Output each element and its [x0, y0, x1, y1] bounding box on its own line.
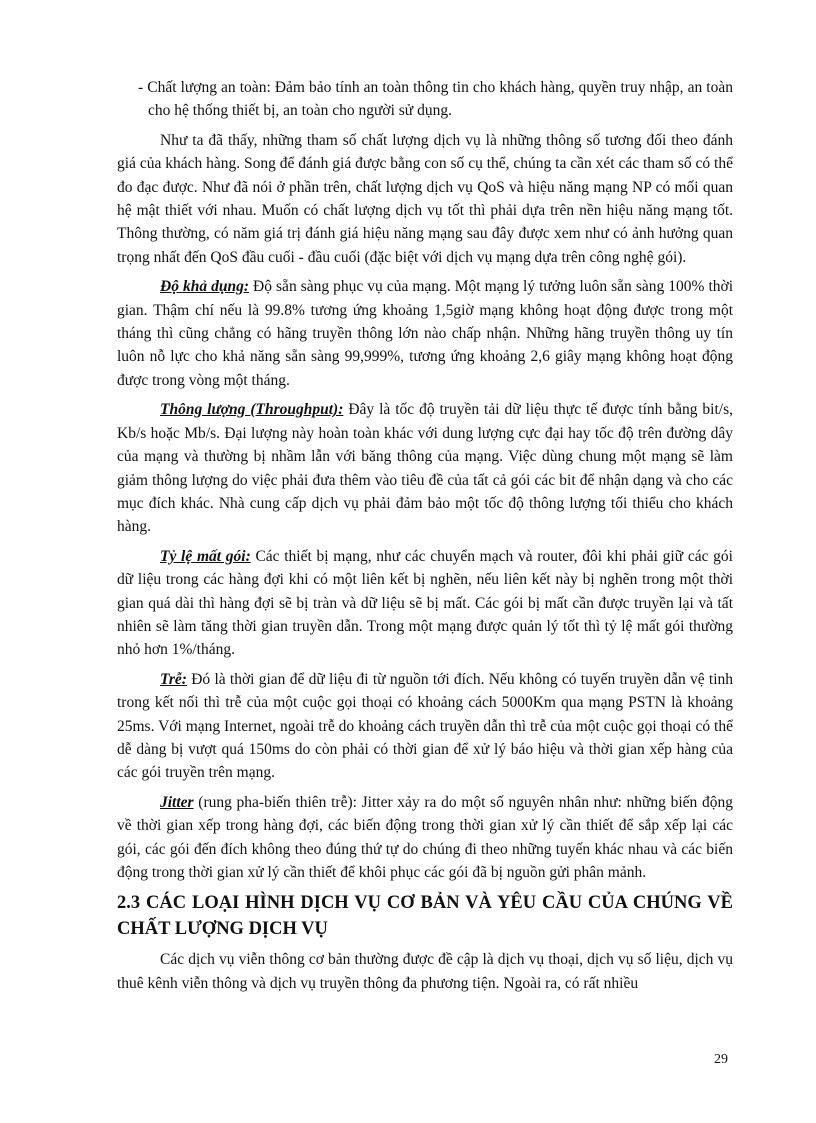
intro-paragraph: Như ta đã thấy, những tham số chất lượng dịch vụ là những thông số tương đối theo đánh giá của khách hàng. Song để đánh giá được bằng con số cụ thể, chúng ta cần xét các tham số có thể đo đạc được. Như đã nói ở phần trên, chất lượng dịch vụ QoS và hiệu năng mạng NP có mối quan hệ mật thiết với nhau. Muốn có chất lượng dịch vụ tốt thì phải dựa trên nền hiệu năng mạng tốt. Thông thường, có năm giá trị đánh giá hiệu năng mạng sau đây được xem như có ảnh hưởng quan trọng nhất đến QoS đầu cuối - đầu cuối (đặc biệt với dịch vụ mạng dựa trên công nghệ gói).	[117, 131, 733, 266]
safety-quality-bullet: - Chất lượng an toàn: Đảm bảo tính an toàn thông tin cho khách hàng, quyền truy nhập, an toàn cho hệ thống thiết bị, an toàn cho người sử dụng.	[138, 79, 733, 120]
availability-term: Độ khả dụng:	[160, 278, 250, 296]
section-paragraph: Các dịch vụ viễn thông cơ bản thường được đề cập là dịch vụ thoại, dịch vụ số liệu, dịch vụ thuê kênh viễn thông và dịch vụ truyền thông đa phương tiện. Ngoài ra, có rất nhiều	[117, 951, 733, 992]
jitter-text: (rung pha-biến thiên trễ): Jitter xảy ra do một số nguyên nhân như: những biến động về thời gian xếp trong hàng đợi, các biến động trong thời gian xử lý cần thiết để sắp xếp lại các gói, các gói đến đích không theo đúng thứ tự do chúng đi theo những tuyến khác nhau và các biến động trong thời gian xử lý cần thiết để khôi phục các gói đã bị nguồn gửi phân mảnh.	[117, 793, 733, 881]
packet-loss-term: Tỷ lệ mất gói:	[160, 547, 251, 565]
jitter-term: Jitter	[160, 793, 194, 811]
throughput-term: Thông lượng (Throughput):	[160, 401, 344, 419]
delay-term: Trễ:	[160, 670, 187, 688]
throughput-paragraph	[117, 398, 733, 538]
throughput-text: Đây là tốc độ truyền tải dữ liệu thực tế được tính bằng bit/s, Kb/s hoặc Mb/s. Đại lượng này hoàn toàn khác với dung lượng cực đại hay tốc độ trên đường dây của mạng và thường bị nhầm lẫn với băng thông của mạng. Việc dùng chung một mạng sẽ làm giảm thông lượng do việc phải đưa thêm vào tiêu đề của tất cả gói các bit để nhận dạng và cho các mục đích khác. Nhà cung cấp dịch vụ phải đảm bảo một tốc độ thông lượng tối thiểu cho khách hàng.	[117, 401, 733, 536]
section-heading: 2.3 CÁC LOẠI HÌNH DỊCH VỤ CƠ BẢN VÀ YÊU CẦU CỦA CHÚNG VỀ CHẤT LƯỢNG DỊCH VỤ	[117, 893, 733, 940]
delay-paragraph	[117, 668, 733, 785]
jitter-paragraph	[117, 791, 733, 885]
packet-loss-text: Các thiết bị mạng, như các chuyển mạch và router, đôi khi phải giữ các gói dữ liệu trong các hàng đợi khi có một liên kết bị nghẽn, nếu liên kết này bị nghẽn trong một thời gian quá dài thì hàng đợi sẽ bị tràn và dữ liệu sẽ bị mất. Các gói bị mất cần được truyền lại và tất nhiên sẽ làm tăng thời gian truyền dẫn. Trong một mạng được quản lý tốt thì tỷ lệ mất gói thường nhỏ hơn 1%/tháng.	[117, 547, 733, 659]
delay-text: Đó là thời gian để dữ liệu đi từ nguồn tới đích. Nếu không có tuyến truyền dẫn vệ tinh trong kết nối thì trễ của một cuộc gọi thoại có khoảng cách 5000Km qua mạng PSTN là khoảng 25ms. Với mạng Internet, ngoài trễ do khoảng cách truyền dẫn thì trễ của một cuộc gọi thoại có thể dễ dàng bị vượt quá 150ms do còn phải có thời gian để xử lý báo hiệu và thời gian xếp hàng của các gói truyền trên mạng.	[117, 670, 733, 782]
availability-paragraph	[117, 275, 733, 392]
page-number: 29	[714, 1052, 728, 1067]
packet-loss-paragraph	[117, 545, 733, 662]
document-page	[117, 76, 733, 1001]
availability-text: Độ sẵn sàng phục vụ của mạng. Một mạng lý tưởng luôn sẵn sàng 100% thời gian. Thậm chí nếu là 99.8% tương ứng khoảng 1,5giờ mạng không hoạt động được trong một tháng thì cũng chẳng có hãng truyền thông lớn nào chấp nhận. Những hãng truyền thông uy tín luôn nỗ lực cho khả năng sẵn sàng 99,999%, tương ứng khoảng 2,6 giây mạng không hoạt động được trong vòng một tháng.	[117, 278, 733, 389]
